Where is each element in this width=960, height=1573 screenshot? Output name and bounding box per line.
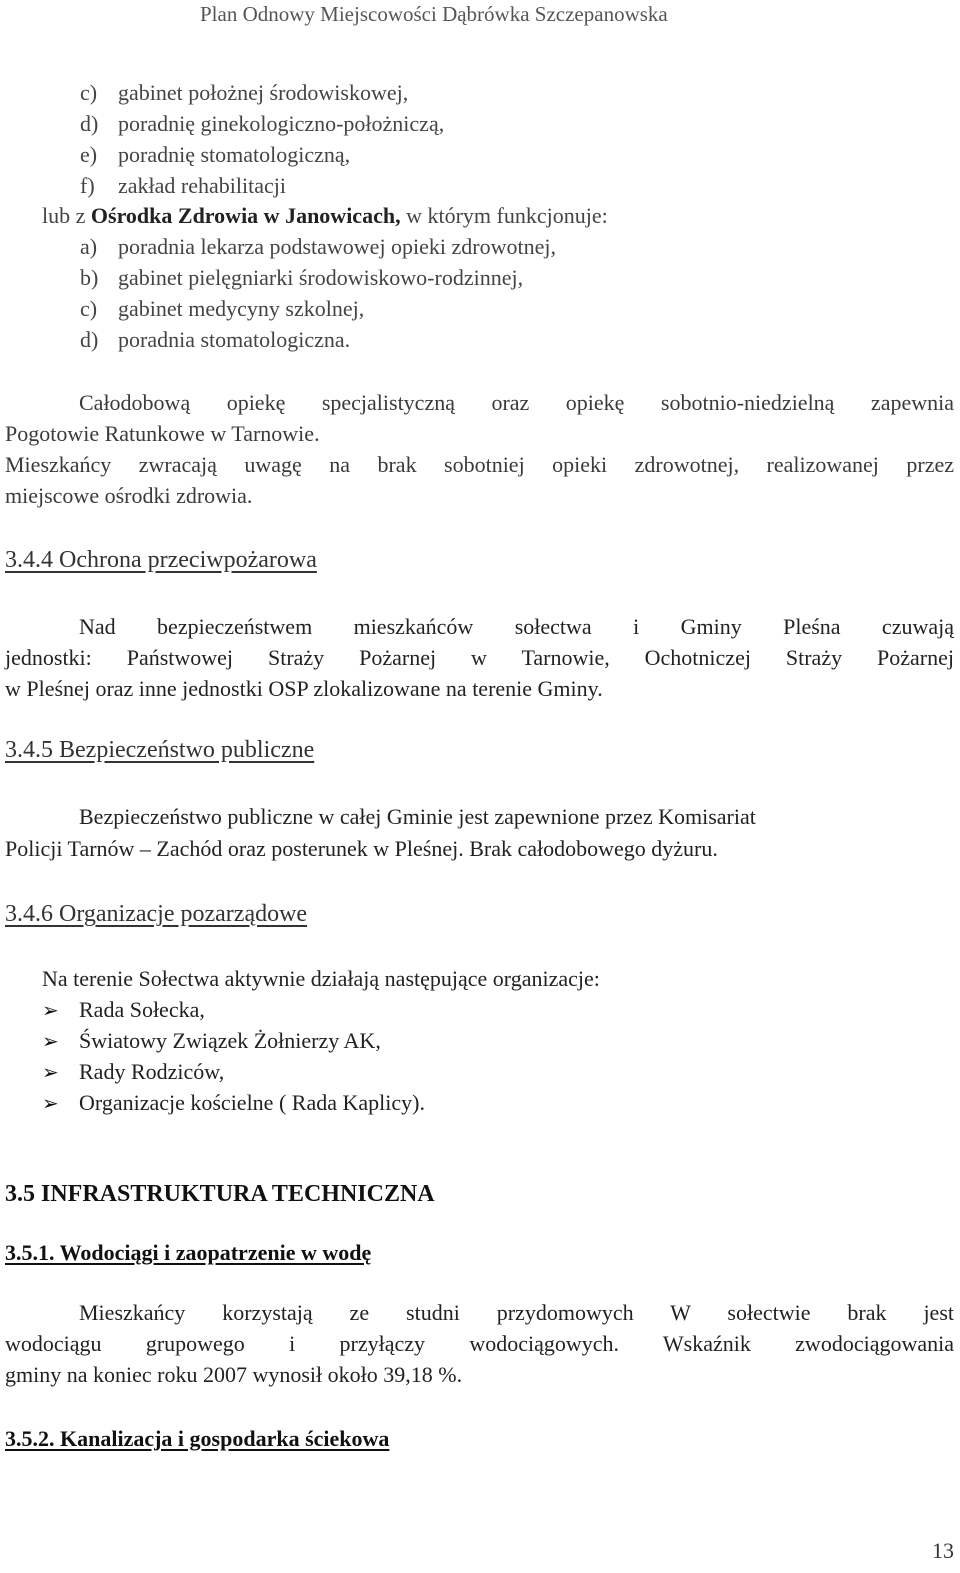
list-item-label: c): [80, 296, 98, 321]
list-item-label: d): [80, 111, 99, 136]
list-item: [80, 296, 364, 322]
section-heading: 3.4.5 Bezpieczeństwo publiczne: [5, 737, 315, 763]
list-item: [42, 1028, 381, 1054]
subsection-heading: 3.5.2. Kanalizacja i gospodarka ściekowa: [5, 1426, 390, 1451]
list-item-text: Światowy Związek Żołnierzy AK,: [79, 1028, 381, 1053]
list-item-label: a): [80, 234, 98, 259]
arrowhead-bullet-icon: ➢: [42, 1091, 59, 1115]
list-item: [80, 173, 286, 199]
list-item-text: zakład rehabilitacji: [118, 173, 286, 198]
list-item-text: poradnię ginekologiczno-położniczą,: [118, 111, 445, 136]
list-item-label: e): [80, 142, 98, 167]
list-item-label: d): [80, 327, 99, 352]
list-item: [80, 327, 350, 353]
section-heading: 3.4.6 Organizacje pozarządowe: [5, 901, 308, 927]
list-item-text: Organizacje kościelne ( Rada Kaplicy).: [79, 1090, 425, 1115]
clinic-intro-suffix: w którym funkcjonuje:: [400, 203, 608, 228]
clinic-name: Ośrodka Zdrowia w Janowicach,: [90, 203, 401, 228]
paragraph-line: Policji Tarnów – Zachód oraz posterunek w Pleśnej. Brak całodobowego dyżuru.: [5, 836, 718, 861]
list-item-text: gabinet pielęgniarki środowiskowo-rodzinnej,: [118, 265, 524, 290]
paragraph-line: jednostki: Państwowej Straży Pożarnej w Tarnowie, Ochotniczej Straży Pożarnej: [5, 645, 954, 670]
list-item-text: Rady Rodziców,: [79, 1059, 225, 1084]
paragraph-line: Pogotowie Ratunkowe w Tarnowie.: [5, 421, 320, 446]
paragraph-line: Nad bezpieczeństwem mieszkańców sołectwa i Gminy Pleśna czuwają: [79, 614, 954, 639]
paragraph-line: Mieszkańcy zwracają uwagę na brak sobotniej opieki zdrowotnej, realizowanej przez: [5, 452, 954, 477]
list-item-text: Rada Sołecka,: [79, 997, 205, 1022]
arrowhead-bullet-icon: ➢: [42, 998, 59, 1022]
paragraph-line: w Pleśnej oraz inne jednostki OSP zlokalizowane na terenie Gminy.: [5, 676, 603, 701]
list-item: [42, 1059, 224, 1085]
page-number: 13: [932, 1538, 954, 1563]
list-item-text: gabinet położnej środowiskowej,: [118, 80, 409, 105]
paragraph-line: Bezpieczeństwo publiczne w całej Gminie jest zapewnione przez Komisariat: [79, 804, 756, 829]
list-item-label: b): [80, 265, 99, 290]
paragraph-line: miejscowe ośrodki zdrowia.: [5, 483, 253, 508]
paragraph-line: Na terenie Sołectwa aktywnie działają następujące organizacje:: [42, 966, 600, 991]
list-item: [80, 111, 444, 137]
list-item-label: c): [80, 80, 98, 105]
arrowhead-bullet-icon: ➢: [42, 1029, 59, 1053]
list-item-text: poradnię stomatologiczną,: [118, 142, 351, 167]
list-item-text: poradnia lekarza podstawowej opieki zdrowotnej,: [118, 234, 557, 259]
running-header: Plan Odnowy Miejscowości Dąbrówka Szczepanowska: [200, 2, 668, 26]
list-item: [80, 234, 556, 260]
list-item: [80, 142, 350, 168]
list-item-label: f): [80, 173, 95, 198]
paragraph-line: Mieszkańcy korzystają ze studni przydomowych W sołectwie brak jest: [79, 1300, 954, 1325]
subsection-heading: 3.5.1. Wodociągi i zaopatrzenie w wodę: [5, 1240, 372, 1265]
list-item-text: gabinet medycyny szkolnej,: [118, 296, 365, 321]
list-item: [42, 997, 205, 1023]
paragraph-line: Całodobową opiekę specjalistyczną oraz opiekę sobotnio-niedzielną zapewnia: [79, 390, 954, 415]
section-heading: 3.5 INFRASTRUKTURA TECHNICZNA: [5, 1181, 435, 1207]
section-heading: 3.4.4 Ochrona przeciwpożarowa: [5, 547, 317, 573]
arrowhead-bullet-icon: ➢: [42, 1060, 59, 1084]
paragraph-line: gminy na koniec roku 2007 wynosił około 39,18 %.: [5, 1362, 463, 1387]
paragraph-line: wodociągu grupowego i przyłączy wodociągowych. Wskaźnik zwodociągowania: [5, 1331, 954, 1356]
list-item: [80, 265, 523, 291]
list-item: [42, 1090, 425, 1116]
list-item: [80, 80, 408, 106]
clinic-intro: [42, 203, 608, 229]
list-item-text: poradnia stomatologiczna.: [118, 327, 351, 352]
clinic-intro-prefix: lub z: [42, 203, 91, 228]
